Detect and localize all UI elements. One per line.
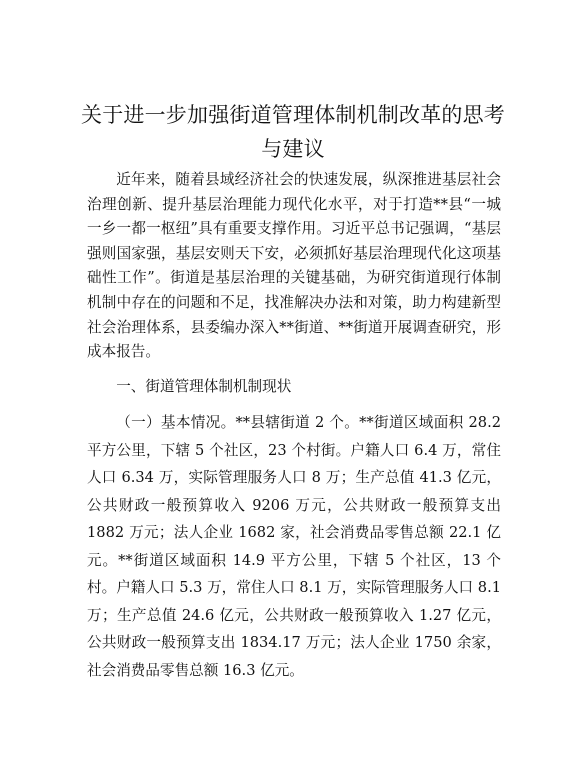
document-body <box>87 168 501 684</box>
document-title: 关于进一步加强街道管理体制机制改革的思考与建议 <box>81 103 505 161</box>
section-heading: 一、街道管理体制机制现状 <box>116 377 292 395</box>
basic-info-paragraph: （一）基本情况。**县辖街道 2 个。**街道区域面积 28.2 平方公里，下辖 5 个社区，23 个村街。户籍人口 6.4 万，常住人口 6.34 万，实际管理服务人口 8 万；生产总值 41.3 亿元，公共财政一般预算收入 9206 万元，公共财政一般预算支出 1882 万元；法人企业 1682 家，社会消费品零售总额 22.1 亿元。**街道区域面积 14.9 平方公里，下辖 5 个社区，13 个村。户籍人口 5.3 万，常住人口 8.1 万，实际管理服务人口 8.1 万；生产总值 24.6 亿元，公共财政一般预算收入 1.27 亿元，公共财政一般预算支出 1834.17 万元；法人企业 1750 余家，社会消费品零售总额 16.3 亿元。 <box>87 414 501 679</box>
intro-paragraph: 近年来，随着县域经济社会的快速发展，纵深推进基层社会治理创新、提升基层治理能力现代化水平，对于打造**县“一城一乡一都一枢纽”具有重要支撑作用。习近平总书记强调，“基层强则国家强，基层安则天下安，必须抓好基层治理现代化这项基础性工作”。街道是基层治理的关键基础，为研究街道现行体制机制中存在的问题和不足，找准解决办法和对策，助力构建新型社会治理体系，县委编办深入**街道、**街道开展调查研究，形成本报告。 <box>87 171 501 361</box>
